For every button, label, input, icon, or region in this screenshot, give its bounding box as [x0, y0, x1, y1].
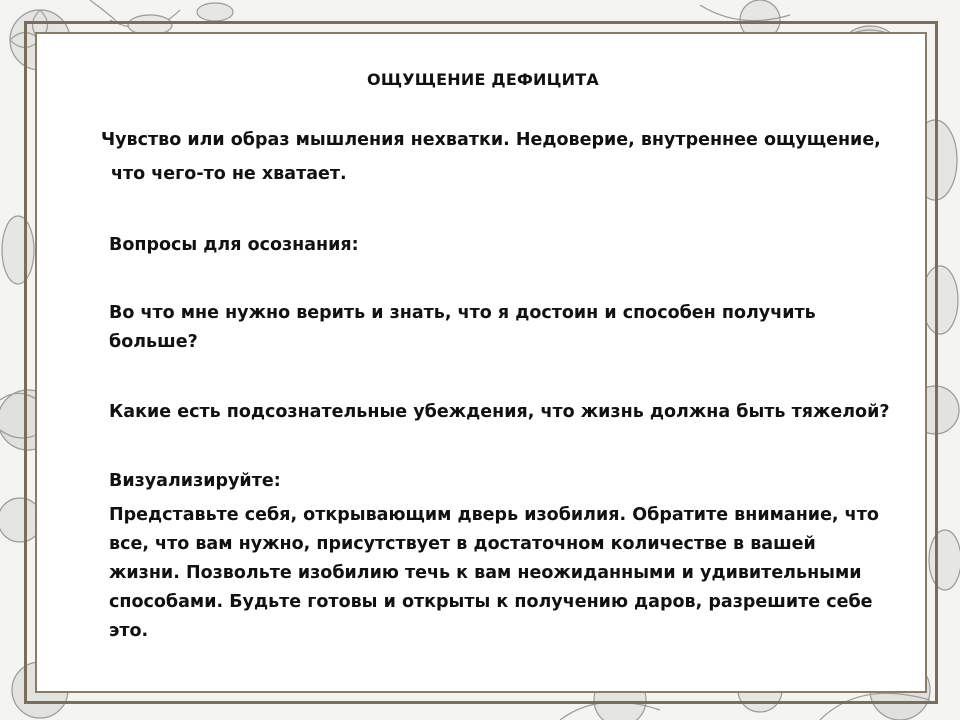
question-line: Какие есть подсознательные убеждения, что жизнь должна быть тяжелой?: [109, 402, 890, 422]
definition-line: что чего-то не хватает.: [111, 164, 347, 184]
visualize-line: способами. Будьте готовы и открыты к получению даров, разрешите себе: [109, 592, 873, 612]
visualize-line: все, что вам нужно, присутствует в достаточном количестве в вашей: [109, 534, 816, 554]
visualize-heading: Визуализируйте:: [109, 471, 281, 491]
question-line: больше?: [109, 332, 198, 352]
visualize-line: Представьте себя, открывающим дверь изобилия. Обратите внимание, что: [109, 505, 879, 525]
question-line: Во что мне нужно верить и знать, что я достоин и способен получить: [109, 303, 816, 323]
questions-heading: Вопросы для осознания:: [109, 235, 359, 255]
content-page: [35, 32, 927, 693]
definition-line: Чувство или образ мышления нехватки. Недоверие, внутреннее ощущение,: [101, 130, 881, 150]
visualize-line: это.: [109, 621, 149, 641]
page-title: ОЩУЩЕНИЕ ДЕФИЦИТА: [367, 70, 599, 89]
visualize-line: жизни. Позвольте изобилию течь к вам неожиданными и удивительными: [109, 563, 862, 583]
